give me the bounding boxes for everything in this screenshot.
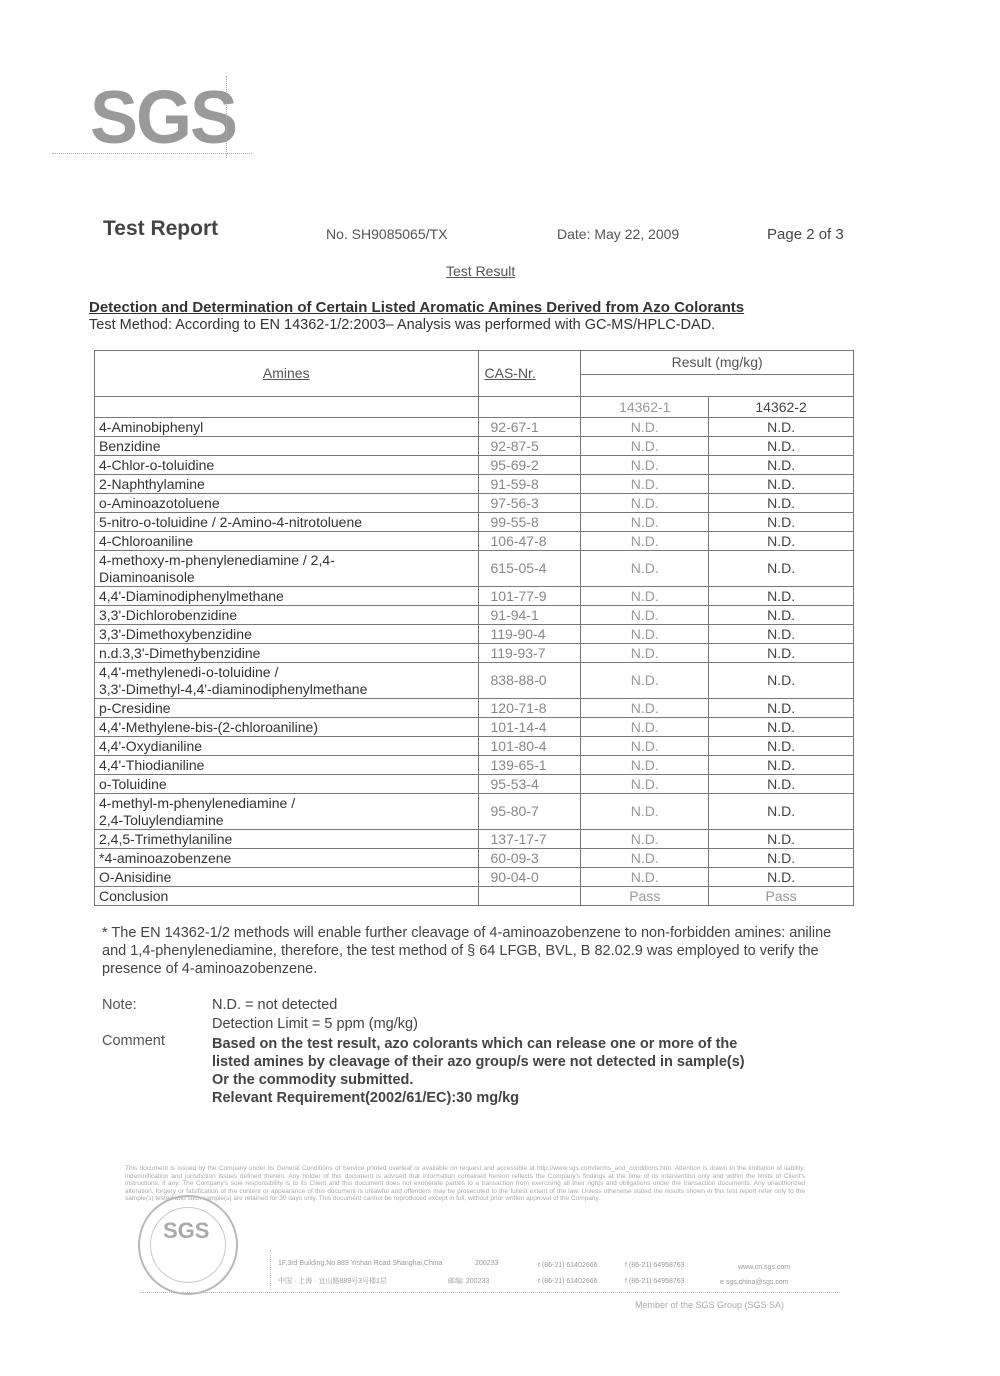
result-14362-1: N.D. bbox=[581, 718, 709, 737]
result-14362-2: N.D. bbox=[709, 418, 854, 437]
result-14362-2: N.D. bbox=[709, 475, 854, 494]
result-14362-1: N.D. bbox=[581, 532, 709, 551]
result-14362-1: N.D. bbox=[581, 644, 709, 663]
table-row bbox=[95, 494, 854, 513]
result-14362-2: N.D. bbox=[709, 644, 854, 663]
result-14362-1: N.D. bbox=[581, 794, 709, 830]
amines-result-table bbox=[94, 350, 854, 906]
logo-divider-vertical bbox=[226, 76, 227, 158]
note-detection-limit: Detection Limit = 5 ppm (mg/kg) bbox=[212, 1016, 418, 1032]
result-14362-2: N.D. bbox=[709, 737, 854, 756]
result-14362-2: N.D. bbox=[709, 606, 854, 625]
amine-name: O-Anisidine bbox=[95, 868, 479, 887]
table-row bbox=[95, 830, 854, 849]
conclusion-14362-2: Pass bbox=[709, 887, 854, 906]
footnote: * The EN 14362-1/2 methods will enable further cleavage of 4-aminoazobenzene to non-forbidden amines: aniline and 1,4-phenylenediamine, therefore, the test method of § 64 LFGB, BVL, B 82.02.9 was employed to verify the presence of 4-aminoazobenzene. bbox=[102, 925, 832, 977]
result-14362-1: N.D. bbox=[581, 830, 709, 849]
amine-name: 2-Naphthylamine bbox=[95, 475, 479, 494]
stamp-text: SGS bbox=[163, 1218, 210, 1243]
result-14362-1: N.D. bbox=[581, 475, 709, 494]
result-14362-1: N.D. bbox=[581, 737, 709, 756]
header-amines: Amines bbox=[95, 351, 479, 397]
result-14362-1: N.D. bbox=[581, 699, 709, 718]
cas-number: 101-14-4 bbox=[478, 718, 581, 737]
amine-name: 4-methyl-m-phenylenediamine / 2,4-Toluylendiamine bbox=[95, 794, 479, 830]
cas-number: 90-04-0 bbox=[478, 868, 581, 887]
amine-name: 4-Chloroaniline bbox=[95, 532, 479, 551]
table-row bbox=[95, 625, 854, 644]
amine-name: 4-Aminobiphenyl bbox=[95, 418, 479, 437]
legal-disclaimer: This document is issued by the Company under its General Conditions of Service printed overleaf or available on request and accessible at http://www.sgs.com/terms_and_conditions.htm. Attention is drawn to the limitation of liability, indemnification and jurisdiction issues defined therein. Any holder of this document is advised that information contained hereon reflects the Company's findings at the time of its intervention only and within the limits of Client's instructions, if any. The Company's sole responsibility is to its Client and this document does not exonerate parties to a transaction from exercising all their rights and obligations under the transaction documents. Any unauthorized alteration, forgery or falsification of the content or appearance of this document is unlawful and offenders may be prosecuted to the fullest extent of the law. Unless otherwise stated the results shown in this test report refer only to the sample(s) tested and such sample(s) are retained for 30 days only. This document cannot be reproduced except in full, without prior written approval of the Company. bbox=[125, 1165, 805, 1202]
amine-name: 4,4'-Diaminodiphenylmethane bbox=[95, 587, 479, 606]
cas-number: 91-59-8 bbox=[478, 475, 581, 494]
conclusion-label: Conclusion bbox=[95, 887, 479, 906]
cas-number: 838-88-0 bbox=[478, 663, 581, 699]
table-row bbox=[95, 699, 854, 718]
table-row bbox=[95, 437, 854, 456]
table-row bbox=[95, 587, 854, 606]
result-14362-2: N.D. bbox=[709, 775, 854, 794]
comment-body: Based on the test result, azo colorants which can release one or more of the listed amines by cleavage of their azo group/s were not detected in sample(s) Or the commodity submitted. Relevant Requirement(2002/61/EC):30 mg/kg bbox=[212, 1035, 812, 1107]
table-row bbox=[95, 737, 854, 756]
result-14362-2: N.D. bbox=[709, 756, 854, 775]
cas-number: 101-80-4 bbox=[478, 737, 581, 756]
cas-number: 120-71-8 bbox=[478, 699, 581, 718]
table-row bbox=[95, 718, 854, 737]
result-14362-2: N.D. bbox=[709, 437, 854, 456]
table-row bbox=[95, 644, 854, 663]
cas-number: 137-17-7 bbox=[478, 830, 581, 849]
result-14362-1: N.D. bbox=[581, 868, 709, 887]
cas-number: 97-56-3 bbox=[478, 494, 581, 513]
result-14362-2: N.D. bbox=[709, 551, 854, 587]
cas-number: 92-67-1 bbox=[478, 418, 581, 437]
result-14362-2: N.D. bbox=[709, 699, 854, 718]
table-row bbox=[95, 532, 854, 551]
page-number: Page 2 of 3 bbox=[767, 226, 844, 243]
amine-name: 3,3'-Dimethoxybenzidine bbox=[95, 625, 479, 644]
fax: f (86-21) 64958763 bbox=[625, 1278, 685, 1285]
logo-divider-horizontal bbox=[52, 153, 252, 154]
amine-name: 4-Chlor-o-toluidine bbox=[95, 456, 479, 475]
cas-number: 60-09-3 bbox=[478, 849, 581, 868]
cas-number: 101-77-9 bbox=[478, 587, 581, 606]
table-header-row bbox=[95, 351, 854, 375]
result-14362-1: N.D. bbox=[581, 775, 709, 794]
fax: f (86-21) 64958763 bbox=[625, 1262, 685, 1269]
amine-name: 2,4,5-Trimethylaniline bbox=[95, 830, 479, 849]
amine-name: 4-methoxy-m-phenylenediamine / 2,4- Diaminoanisole bbox=[95, 551, 479, 587]
result-14362-1: N.D. bbox=[581, 437, 709, 456]
result-14362-2: N.D. bbox=[709, 513, 854, 532]
report-date: Date: May 22, 2009 bbox=[557, 226, 680, 242]
conclusion-14362-1: Pass bbox=[581, 887, 709, 906]
table-row bbox=[95, 868, 854, 887]
table-row bbox=[95, 456, 854, 475]
header-cas: CAS-Nr. bbox=[478, 351, 581, 397]
amine-name: p-Cresidine bbox=[95, 699, 479, 718]
test-method: Test Method: According to EN 14362-1/2:2003– Analysis was performed with GC-MS/HPLC-DAD. bbox=[89, 317, 716, 333]
cas-number: 615-05-4 bbox=[478, 551, 581, 587]
result-14362-2: N.D. bbox=[709, 532, 854, 551]
telephone: t (86-21) 61402666 bbox=[538, 1278, 598, 1285]
result-14362-1: N.D. bbox=[581, 849, 709, 868]
header-method-2: 14362-2 bbox=[709, 397, 854, 418]
result-14362-2: N.D. bbox=[709, 494, 854, 513]
amine-name: 4,4'-Thiodianiline bbox=[95, 756, 479, 775]
amine-name: n.d.3,3'-Dimethybenzidine bbox=[95, 644, 479, 663]
result-14362-1: N.D. bbox=[581, 606, 709, 625]
email: e sgs.china@sgs.com bbox=[720, 1279, 789, 1286]
result-14362-1: N.D. bbox=[581, 456, 709, 475]
table-row bbox=[95, 606, 854, 625]
member-of-group: Member of the SGS Group (SGS SA) bbox=[635, 1300, 785, 1310]
cas-number: 92-87-5 bbox=[478, 437, 581, 456]
sgs-logo: SGS bbox=[90, 76, 237, 160]
note-label: Note: bbox=[102, 997, 137, 1013]
result-14362-2: N.D. bbox=[709, 587, 854, 606]
result-14362-2: N.D. bbox=[709, 830, 854, 849]
header-method-1: 14362-1 bbox=[581, 397, 709, 418]
result-14362-2: N.D. bbox=[709, 663, 854, 699]
cas-number: 119-90-4 bbox=[478, 625, 581, 644]
result-14362-1: N.D. bbox=[581, 418, 709, 437]
note-nd: N.D. = not detected bbox=[212, 997, 338, 1013]
table-row bbox=[95, 418, 854, 437]
zip-chinese: 邮编: 200233 bbox=[448, 1278, 490, 1285]
result-14362-1: N.D. bbox=[581, 756, 709, 775]
cas-number: 95-53-4 bbox=[478, 775, 581, 794]
report-number: No. SH9085065/TX bbox=[326, 226, 448, 242]
amine-name: Benzidine bbox=[95, 437, 479, 456]
amine-name: o-Toluidine bbox=[95, 775, 479, 794]
result-14362-2: N.D. bbox=[709, 625, 854, 644]
address-chinese: 中国 · 上海 · 宜山路889号3号楼1层 bbox=[278, 1278, 387, 1285]
table-row bbox=[95, 551, 854, 587]
result-14362-2: N.D. bbox=[709, 868, 854, 887]
table-row bbox=[95, 663, 854, 699]
table-row bbox=[95, 513, 854, 532]
result-14362-2: N.D. bbox=[709, 849, 854, 868]
section-heading: Test Result bbox=[446, 263, 516, 279]
result-14362-1: N.D. bbox=[581, 625, 709, 644]
amine-name: o-Aminoazotoluene bbox=[95, 494, 479, 513]
result-14362-1: N.D. bbox=[581, 494, 709, 513]
relevant-requirement: Relevant Requirement(2002/61/EC):30 mg/kg bbox=[212, 1090, 520, 1106]
address-divider bbox=[270, 1250, 271, 1290]
result-14362-1: N.D. bbox=[581, 513, 709, 532]
result-14362-2: N.D. bbox=[709, 794, 854, 830]
table-row bbox=[95, 756, 854, 775]
result-14362-2: N.D. bbox=[709, 718, 854, 737]
cas-number: 95-69-2 bbox=[478, 456, 581, 475]
comment-label: Comment bbox=[102, 1033, 165, 1049]
result-14362-2: N.D. bbox=[709, 456, 854, 475]
table-row bbox=[95, 475, 854, 494]
amine-name: *4-aminoazobenzene bbox=[95, 849, 479, 868]
address-english: 1F,3rd Building,No.889 Yishan Road Shanghai,China bbox=[278, 1260, 443, 1267]
amine-name: 5-nitro-o-toluidine / 2-Amino-4-nitrotoluene bbox=[95, 513, 479, 532]
table-row bbox=[95, 775, 854, 794]
result-14362-1: N.D. bbox=[581, 587, 709, 606]
table-row bbox=[95, 849, 854, 868]
report-title: Test Report bbox=[103, 217, 219, 240]
cas-number: 95-80-7 bbox=[478, 794, 581, 830]
cas-number: 119-93-7 bbox=[478, 644, 581, 663]
amine-name: 4,4'-methylenedi-o-toluidine / 3,3'-Dimethyl-4,4'-diaminodiphenylmethane bbox=[95, 663, 479, 699]
table-row bbox=[95, 794, 854, 830]
result-14362-1: N.D. bbox=[581, 663, 709, 699]
table-subheader-row bbox=[95, 397, 854, 418]
cas-number: 91-94-1 bbox=[478, 606, 581, 625]
telephone: t (86-21) 61402666 bbox=[538, 1262, 598, 1269]
zip-english: 200233 bbox=[475, 1260, 499, 1267]
amine-name: 3,3'-Dichlorobenzidine bbox=[95, 606, 479, 625]
result-14362-1: N.D. bbox=[581, 551, 709, 587]
amine-name: 4,4'-Methylene-bis-(2-chloroaniline) bbox=[95, 718, 479, 737]
amine-name: 4,4'-Oxydianiline bbox=[95, 737, 479, 756]
conclusion-row bbox=[95, 887, 854, 906]
website: www.cn.sgs.com bbox=[738, 1264, 791, 1271]
cas-number: 106-47-8 bbox=[478, 532, 581, 551]
cas-number: 99-55-8 bbox=[478, 513, 581, 532]
footer-divider bbox=[140, 1292, 840, 1293]
cas-number: 139-65-1 bbox=[478, 756, 581, 775]
section-title: Detection and Determination of Certain Listed Aromatic Amines Derived from Azo Colorants bbox=[89, 299, 745, 316]
header-result: Result (mg/kg) bbox=[581, 351, 854, 375]
